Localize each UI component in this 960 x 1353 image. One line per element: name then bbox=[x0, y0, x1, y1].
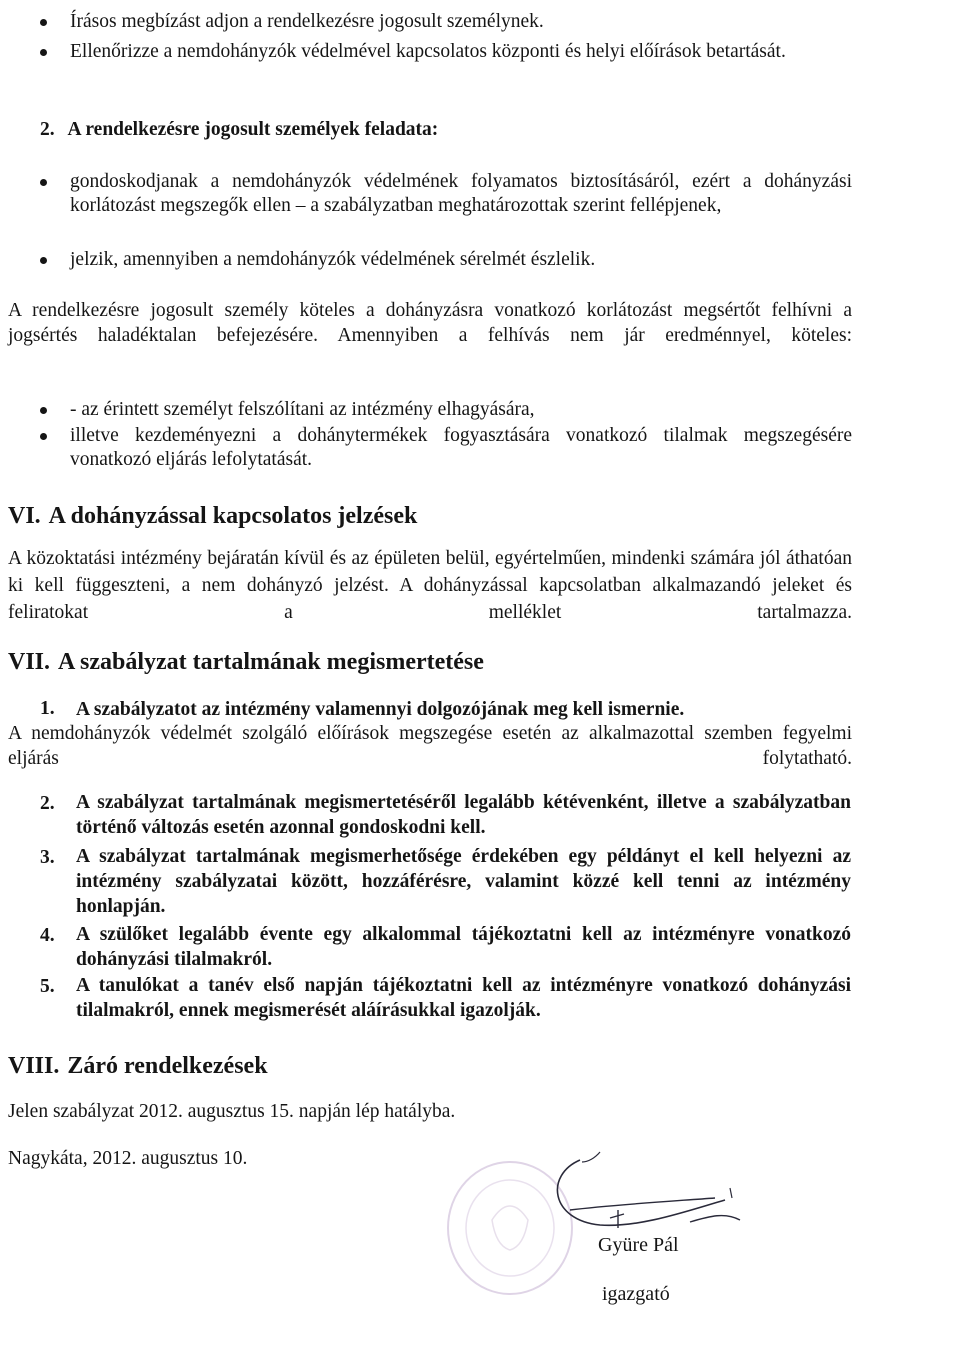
item-text: A szabályzat tartalmának megismertetéséről legalább kétévenként, illetve a szabályzatban történő változás esetén azonnal gondoskodni kell. bbox=[76, 792, 851, 838]
paragraph: A közoktatási intézmény bejáratán kívül és az épületen belül, egyértelműen, mindenki számára jól áthatóan ki kell függeszteni, a nem dohányzó jelzést. A dohányzással kapcsolatban alkalmazandó jeleket és feliratokat a melléklet tartalmazza. bbox=[8, 548, 852, 623]
section-vi-heading bbox=[8, 502, 417, 530]
list-item bbox=[40, 424, 852, 474]
section-viii-number: VIII. bbox=[8, 1053, 60, 1079]
section-2-number: 2. bbox=[40, 119, 55, 140]
bullet-icon bbox=[40, 257, 47, 264]
list-item-text: Írásos megbízást adjon a rendelkezésre jogosult személynek. bbox=[70, 11, 544, 32]
section-vii-title: A szabályzat tartalmának megismertetése bbox=[58, 649, 484, 675]
paragraph: A rendelkezésre jogosult személy köteles a dohányzásra vonatkozó korlátozást megsértőt felhívni a jogsértés haladéktalan befejezésére. Amennyiben a felhívás nem jár eredménnyel, köteles: bbox=[8, 300, 852, 346]
section-2-title: A rendelkezésre jogosult személyek feladata: bbox=[67, 119, 439, 140]
paragraph: A nemdohányzók védelmét szolgáló előírások megszegése esetén az alkalmazottal szemben fegyelmi eljárás folytatható. bbox=[8, 723, 852, 769]
list-item-text: illetve kezdeményezni a dohánytermékek fogyasztására vonatkozó tilalmak megszegésére vonatkozó eljárás lefolytatását. bbox=[70, 425, 852, 470]
section-vi-title: A dohányzással kapcsolatos jelzések bbox=[48, 503, 418, 529]
bullet-icon bbox=[40, 433, 47, 440]
list-item-text: - az érintett személyt felszólítani az intézmény elhagyására, bbox=[70, 399, 535, 420]
bullet-icon bbox=[40, 19, 47, 26]
section-vii-number: VII. bbox=[8, 649, 51, 675]
item-text: A szabályzatot az intézmény valamennyi dolgozójának meg kell ismernie. bbox=[76, 699, 685, 720]
item-number: 2. bbox=[40, 793, 55, 814]
effective-date: Jelen szabályzat 2012. augusztus 15. napján lép hatályba. bbox=[8, 1101, 456, 1122]
signatory-name: Gyüre Pál bbox=[598, 1234, 679, 1256]
list-item-text: gondoskodjanak a nemdohányzók védelmének folyamatos biztosításáról, ezért a dohányzási korlátozást megszegők ellen – a szabályzatban meghatározottak szerint fellépjenek, bbox=[70, 171, 852, 216]
bullet-icon bbox=[40, 179, 47, 186]
item-text: A szabályzat tartalmának megismerhetősége érdekében egy példányt el kell helyezni az intézmény szabályzatai között, hozzáférésre, valamint közzé kell tenni az intézmény honlapján. bbox=[76, 846, 851, 917]
bullet-icon bbox=[40, 49, 47, 56]
item-number: 4. bbox=[40, 925, 55, 946]
section-viii-title: Záró rendelkezések bbox=[67, 1053, 268, 1079]
section-vi-number: VI. bbox=[8, 503, 41, 529]
list-item-text: Ellenőrizze a nemdohányzók védelmével kapcsolatos központi és helyi előírások betartását. bbox=[70, 41, 786, 62]
signature-icon bbox=[540, 1150, 750, 1235]
item-text: A tanulókat a tanév első napján tájékoztatni kell az intézményre vonatkozó dohányzási tilalmakról, ennek megismerését aláírásukkal igazolják. bbox=[76, 975, 851, 1021]
item-number: 1. bbox=[40, 698, 55, 719]
section-viii-heading bbox=[8, 1052, 268, 1080]
item-number: 3. bbox=[40, 847, 55, 868]
item-text: A szülőket legalább évente egy alkalommal tájékoztatni kell az intézményre vonatkozó dohányzási tilalmakról. bbox=[76, 924, 851, 970]
item-number: 5. bbox=[40, 976, 55, 997]
signatory-title: igazgató bbox=[602, 1283, 670, 1305]
section-vii-heading bbox=[8, 648, 484, 676]
place-date: Nagykáta, 2012. augusztus 10. bbox=[8, 1148, 248, 1169]
list-item-text: jelzik, amennyiben a nemdohányzók védelmének sérelmét észlelik. bbox=[70, 249, 596, 270]
section-2-heading bbox=[40, 118, 438, 142]
list-item bbox=[40, 170, 852, 246]
bullet-icon bbox=[40, 407, 47, 414]
list-item bbox=[40, 40, 852, 90]
